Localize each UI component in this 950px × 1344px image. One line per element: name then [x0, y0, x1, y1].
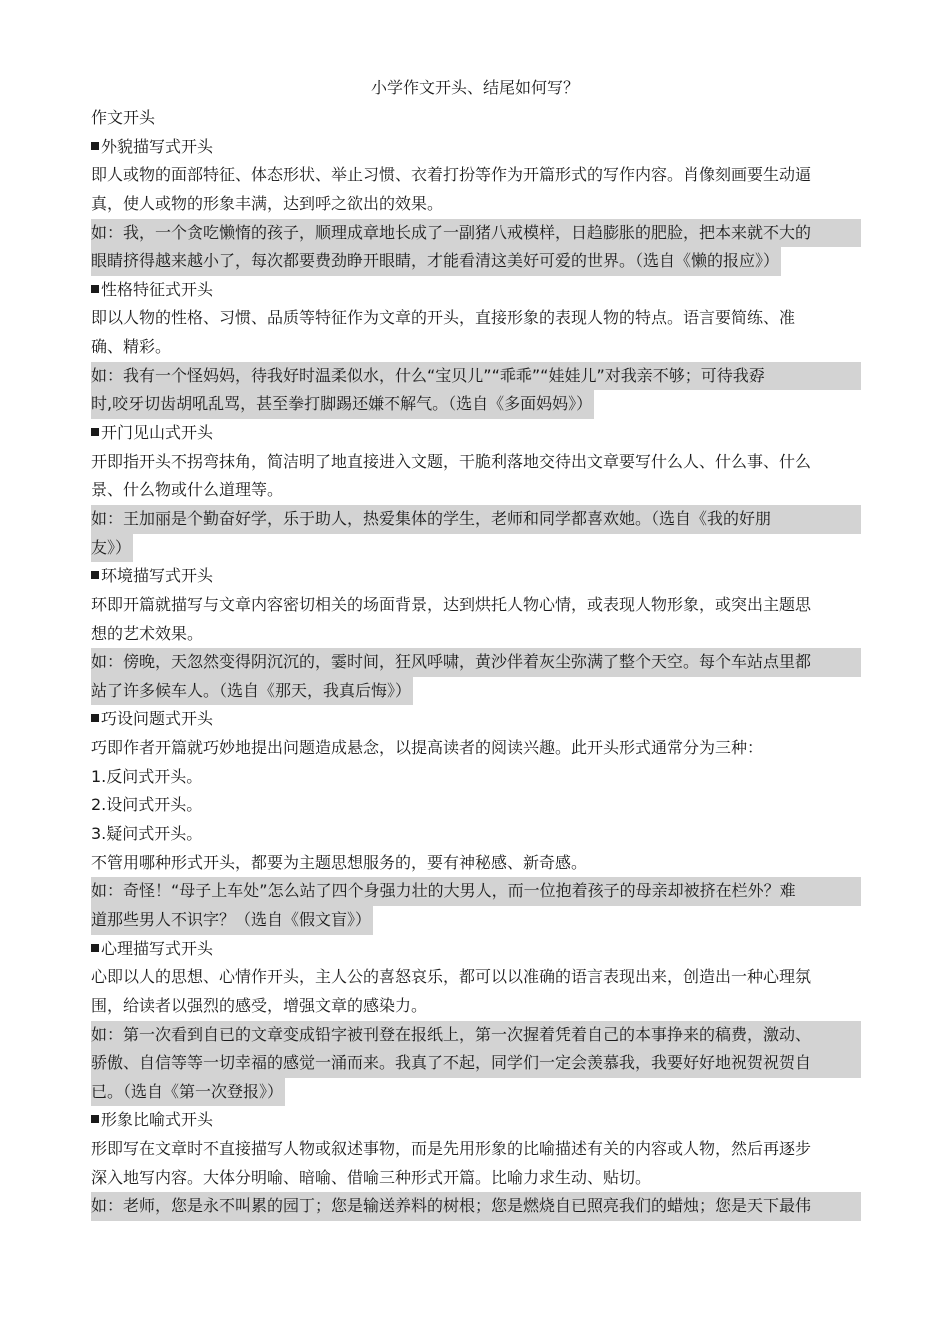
example-line — [91, 1192, 861, 1221]
example-line — [91, 1021, 861, 1050]
highlighted-example-text: 已。（选自《第一次登报》） — [91, 1078, 285, 1107]
square-bullet-icon — [91, 428, 99, 436]
square-bullet-icon — [91, 571, 99, 579]
square-bullet-icon — [91, 285, 99, 293]
subheading — [91, 705, 861, 734]
example-line — [91, 362, 861, 391]
highlighted-example-text: 道那些男人不识字？（选自《假文盲》） — [91, 906, 373, 935]
description-line: 1.反问式开头。 — [91, 766, 203, 786]
subheading — [91, 1106, 861, 1135]
subheading-text: 形象比喻式开头 — [101, 1110, 214, 1130]
highlighted-example-text: 如：我，一个贪吃懒惰的孩子，顺理成章地长成了一副猪八戒模样，日趋膨胀的肥脸，把本来就不大的 — [91, 219, 861, 248]
description-line: 3.疑问式开头。 — [91, 824, 203, 844]
example-line — [91, 648, 861, 677]
description-line: 深入地写内容。大体分明喻、暗喻、借喻三种形式开篇。比喻力求生动、贴切。 — [91, 1167, 652, 1187]
document-body — [91, 104, 861, 1221]
highlighted-example-text: 如：老师，您是永不叫累的园丁；您是输送养料的树根；您是燃烧自已照亮我们的蜡烛；您是天下最伟 — [91, 1192, 861, 1221]
description-line: 景、什么物或什么道理等。 — [91, 480, 284, 500]
section-heading: 作文开头 — [91, 108, 156, 127]
square-bullet-icon — [91, 1115, 99, 1123]
description-line: 真，使人或物的形象丰满，达到呼之欲出的效果。 — [91, 193, 444, 213]
subheading — [91, 935, 861, 964]
square-bullet-icon — [91, 714, 99, 722]
subheading-text: 外貌描写式开头 — [101, 136, 214, 156]
example-line — [91, 1049, 861, 1078]
highlighted-example-text: 如：王加丽是个勤奋好学，乐于助人，热爱集体的学生，老师和同学都喜欢她。（选自《我的好朋 — [91, 505, 861, 534]
highlighted-example-text: 时,咬牙切齿胡吼乱骂，甚至拳打脚踢还嫌不解气。（选自《多面妈妈》） — [91, 390, 594, 419]
description-line: 即以人物的性格、习惯、品质等特征作为文章的开头，直接形象的表现人物的特点。语言要简练、准 — [91, 308, 796, 328]
description-line: 巧即作者开篇就巧妙地提出问题造成悬念，以提高读者的阅读兴趣。此开头形式通常分为三种： — [91, 738, 764, 758]
highlighted-example-text: 站了许多候车人。（选自《那天，我真后悔》） — [91, 677, 413, 706]
highlighted-example-text: 如：傍晚，天忽然变得阴沉沉的，霎时间，狂风呼啸，黄沙伴着灰尘弥满了整个天空。每个车站点里都 — [91, 648, 861, 677]
highlighted-example-text: 眼睛挤得越来越小了，每次都要费劲睁开眼睛，才能看清这美好可爱的世界。（选自《懒的报应》） — [91, 247, 781, 276]
subheading-text: 巧设问题式开头 — [101, 709, 214, 729]
subheading — [91, 276, 861, 305]
description-line: 环即开篇就描写与文章内容密切相关的场面背景，达到烘托人物心情，或表现人物形象，或突出主题思 — [91, 594, 812, 614]
subheading-text: 环境描写式开头 — [101, 566, 214, 586]
example-line — [91, 534, 861, 563]
subheading — [91, 419, 861, 448]
description-line: 形即写在文章时不直接描写人物或叙述事物，而是先用形象的比喻描述有关的内容或人物，然后再逐步 — [91, 1139, 812, 1159]
example-line — [91, 390, 861, 419]
subheading — [91, 562, 861, 591]
subheading-text: 性格特征式开头 — [101, 279, 214, 299]
description-line: 不管用哪种形式开头，都要为主题思想服务的，要有神秘感、新奇感。 — [91, 852, 588, 872]
document-title: 小学作文开头、结尾如何写？ — [370, 78, 579, 97]
description-line: 2.设问式开头。 — [91, 795, 203, 815]
example-line — [91, 877, 861, 906]
subheading — [91, 133, 861, 162]
highlighted-example-text: 友》） — [91, 534, 133, 563]
example-line — [91, 505, 861, 534]
subheading-text: 心理描写式开头 — [101, 938, 214, 958]
example-line — [91, 219, 861, 248]
description-line: 想的艺术效果。 — [91, 623, 204, 643]
example-line — [91, 906, 861, 935]
description-line: 确、精彩。 — [91, 337, 172, 357]
example-line — [91, 247, 861, 276]
subheading-text: 开门见山式开头 — [101, 423, 214, 443]
highlighted-example-text: 如：奇怪！“母子上车处”怎么站了四个身强力壮的大男人，而一位抱着孩子的母亲却被挤在栏外？难 — [91, 877, 861, 906]
description-line: 即人或物的面部特征、体态形状、举止习惯、衣着打扮等作为开篇形式的写作内容。肖像刻画要生动逼 — [91, 165, 812, 185]
example-line — [91, 1078, 861, 1107]
description-line: 围，给读者以强烈的感受，增强文章的感染力。 — [91, 995, 428, 1015]
highlighted-example-text: 如：我有一个怪妈妈，待我好时温柔似水，什么“宝贝儿”“乖乖”“娃娃儿”对我亲不够；可待我孬 — [91, 362, 861, 391]
highlighted-example-text: 骄傲、自信等等一切幸福的感觉一涌而来。我真了不起，同学们一定会羡慕我，我要好好地祝贺祝贺自 — [91, 1049, 861, 1078]
example-line — [91, 677, 861, 706]
highlighted-example-text: 如：第一次看到自已的文章变成铅字被刊登在报纸上，第一次握着凭着自己的本事挣来的稿费，激动、 — [91, 1021, 861, 1050]
square-bullet-icon — [91, 944, 99, 952]
square-bullet-icon — [91, 142, 99, 150]
description-line: 心即以人的思想、心情作开头，主人公的喜怒哀乐，都可以以准确的语言表现出来，创造出一种心理氛 — [91, 967, 812, 987]
description-line: 开即指开头不拐弯抹角，简洁明了地直接进入文题，干脆利落地交待出文章要写什么人、什么事、什么 — [91, 451, 812, 471]
